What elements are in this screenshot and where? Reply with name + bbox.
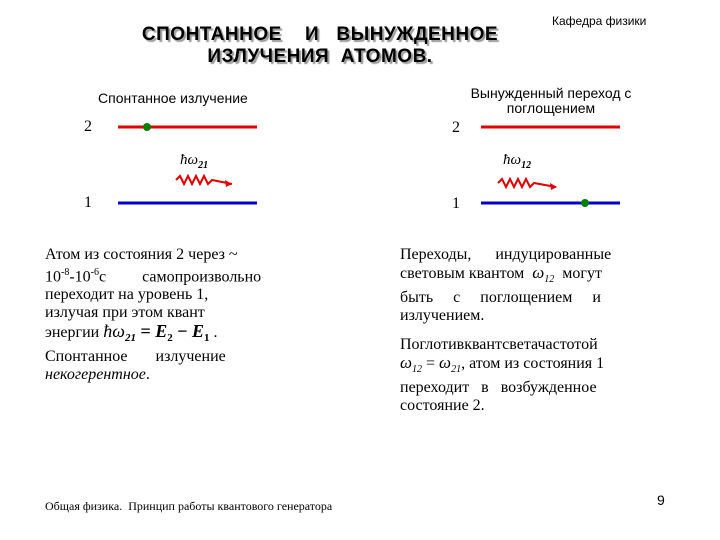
right-a-line-4: излучением.	[400, 307, 485, 325]
right-photon-label: $ħ\omega_{12}$	[503, 152, 532, 171]
left-text-line-4: излучая при этом квант	[45, 304, 205, 322]
left-text-line-3: переходит на уровень 1,	[45, 286, 209, 304]
left-conclusion: Спонтанное излучение	[45, 347, 226, 365]
right-b-line-4: состояние 2.	[400, 397, 485, 415]
right-a-line-3: быть с поглощением и	[400, 289, 601, 307]
right-diagram-caption	[446, 86, 656, 116]
right-a-line-1: Переходы, индуцированные	[400, 246, 612, 263]
right-caption-line-2: поглощением	[506, 100, 596, 116]
title-line-2: ИЗЛУЧЕНИЯ АТОМОВ.	[207, 46, 433, 67]
left-photon-label: $ħ\omega_{21}$	[180, 152, 209, 171]
right-caption-line-1: Вынужденный переход с	[470, 85, 632, 101]
left-diagram-caption: Спонтанное излучение	[98, 90, 248, 106]
right-photon-wave-icon	[498, 179, 556, 187]
right-a-line-2: световым квантом $\omega_{12}$ могут	[400, 263, 602, 286]
page-number: 9	[657, 492, 665, 508]
right-b-line-2: $\omega_{12} = \omega_{21}$, атом из состояния 1	[400, 353, 605, 376]
left-text-line-2: $10^{-8}-10^{-6}с$ самопроизвольно	[45, 267, 262, 286]
left-energy-formula: энергии $ħ\omega_{21} = E_2 - E_1$ .	[45, 321, 218, 345]
left-photon-wave-icon	[176, 176, 232, 184]
left-atom-dot	[143, 123, 151, 131]
left-level-2-label: 2	[84, 118, 92, 135]
left-conclusion-italic: некогерентное	[45, 365, 146, 383]
right-level-2-label: 2	[452, 119, 460, 136]
department-label: Кафедра физики	[552, 14, 647, 28]
footer-text: Общая физика. Принцип работы квантового генератора	[45, 499, 333, 513]
right-b-line-1: Поглотивквантсветачастотой	[400, 336, 598, 353]
right-level-1-label: 1	[452, 195, 460, 212]
right-description-a	[400, 246, 690, 325]
right-photon-arrowhead-icon	[550, 183, 557, 190]
right-b-line-3: переходит в возбужденное	[400, 379, 597, 397]
left-description	[45, 246, 335, 384]
left-photon-arrowhead-icon	[225, 180, 232, 187]
left-level-1-label: 1	[84, 194, 92, 211]
title-line-1: СПОНТАННОЕ И ВЫНУЖДЕННОЕ	[141, 24, 499, 45]
left-text-line-1: Атом из состояния 2 через ~	[45, 246, 238, 263]
left-conclusion-line-2: некогерентное.	[45, 365, 150, 383]
right-atom-dot	[581, 199, 589, 207]
right-description-b	[400, 336, 690, 415]
